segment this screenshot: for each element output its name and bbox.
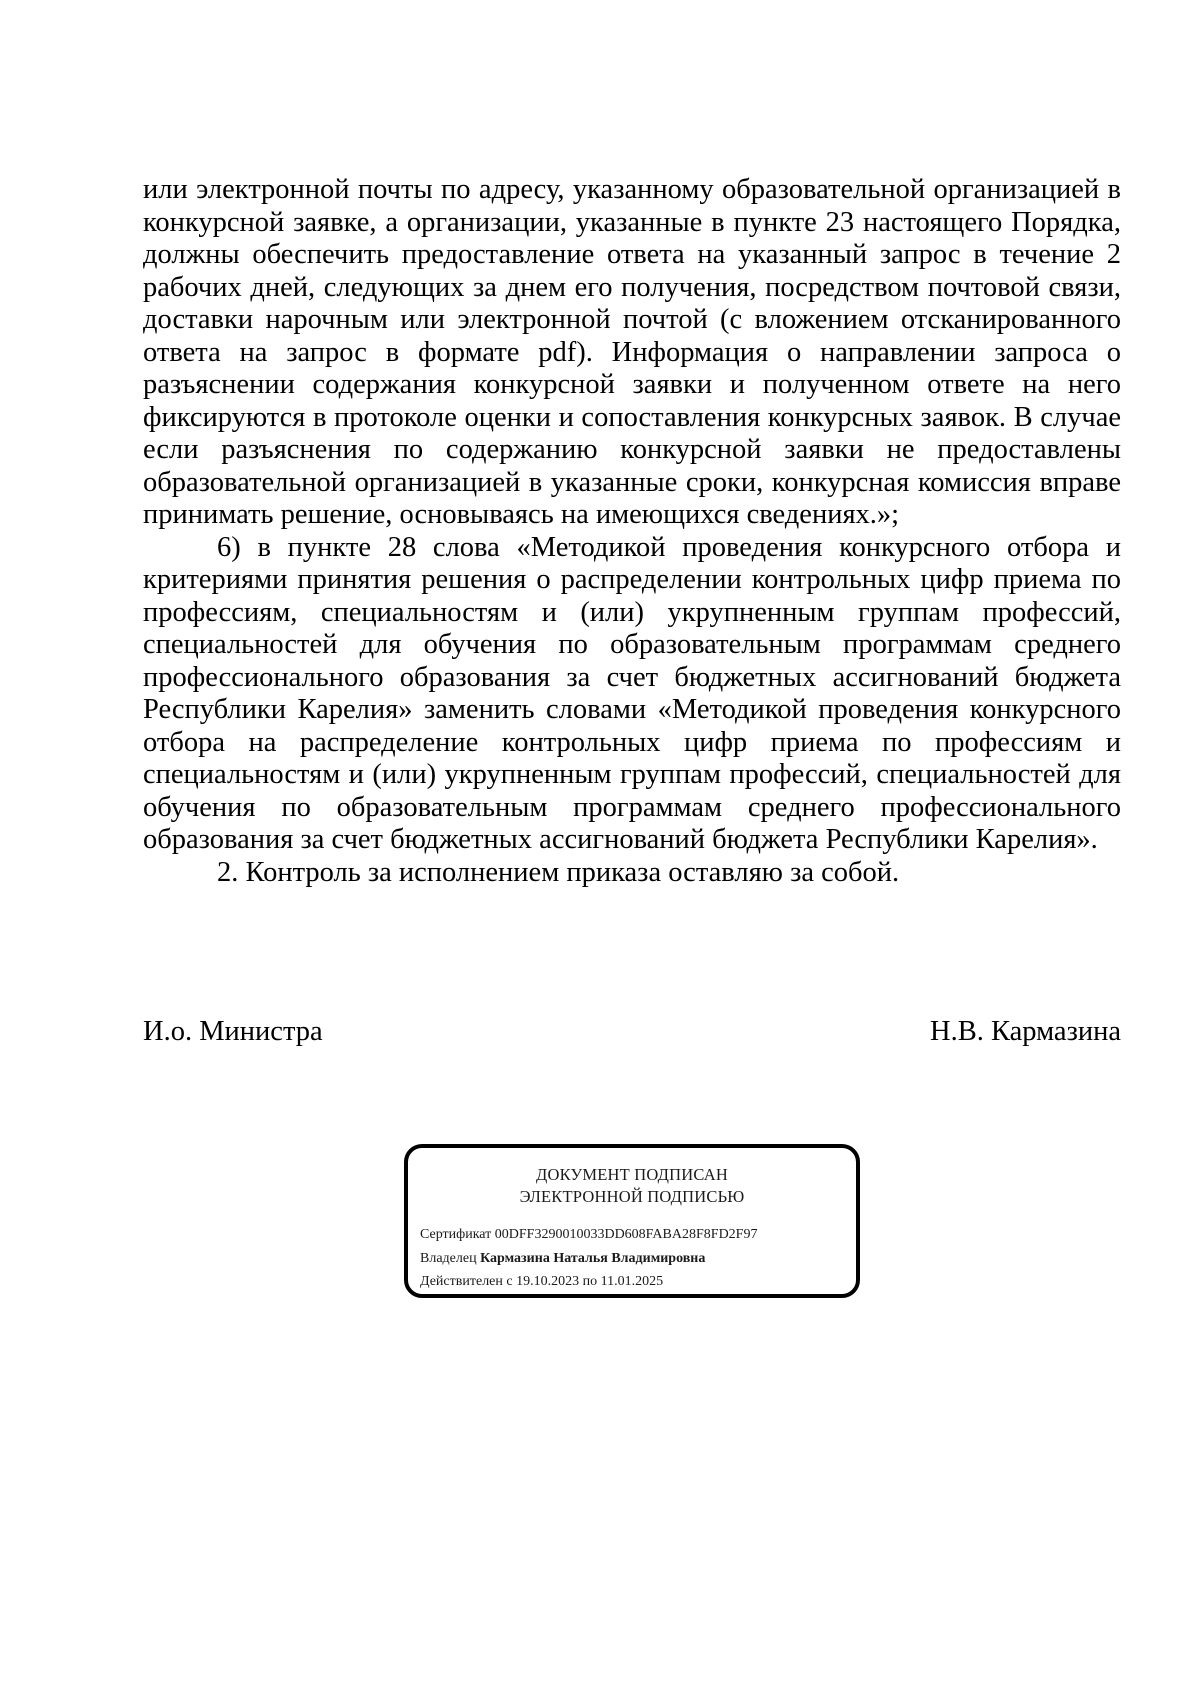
stamp-title-line-2: ЭЛЕКТРОННОЙ ПОДПИСЬЮ [519,1187,745,1206]
document-body [143,174,1121,889]
stamp-validity-line [420,1270,757,1294]
stamp-details [420,1223,757,1294]
valid-to-date: 11.01.2025 [600,1274,664,1289]
stamp-certificate-line [420,1223,757,1247]
stamp-owner-line [420,1247,757,1271]
valid-to-label: по [582,1274,598,1289]
owner-label: Владелец [420,1250,477,1266]
certificate-label: Сертификат [420,1227,492,1242]
valid-from-label: с [506,1274,513,1289]
valid-from-date: 19.10.2023 [516,1274,580,1289]
signature-row [143,1016,1121,1052]
paragraph-item-6: 6) в пункте 28 слова «Методикой проведения конкурсного отбора и критериями принятия решения о распределении контрольных цифр приема по профессиям, специальностям и (или) укрупненным группам профессий, специальностей для обучения по образовательным программам среднего профессионального образования за счет бюджетных ассигнований бюджета Республики Карелия» заменить словами «Методикой проведения конкурсного отбора на распределение контрольных цифр приема по профессиям и специальностям и (или) укрупненным группам профессий, специальностей для обучения по образовательным программам среднего профессионального образования за счет бюджетных ассигнований бюджета Республики Карелия». [143,531,1121,855]
stamp-title-line-1: ДОКУМЕНТ ПОДПИСАН [536,1165,728,1184]
valid-label: Действителен [420,1274,503,1289]
signatory-name: Н.В. Кармазина [930,1016,1121,1047]
electronic-signature-stamp [404,1144,860,1298]
paragraph-continuation: или электронной почты по адресу, указанному образовательной организацией в конкурсной заявке, а организации, указанные в пункте 23 настоящего Порядка, должны обеспечить предоставление ответа на указанный запрос в течение 2 рабочих дней, следующих за днем его получения, посредством почтовой связи, доставки нарочным или электронной почтой (с вложением отсканированного ответа на запрос в формате pdf). Информация о направлении запроса о разъяснении содержания конкурсной заявки и полученном ответе на него фиксируются в протоколе оценки и сопоставления конкурсных заявок. В случае если разъяснения по содержанию конкурсной заявки не предоставлены образовательной организацией в указанные сроки, конкурсная комиссия вправе принимать решение, основываясь на имеющихся сведениях.»; [143,174,1121,530]
paragraph-control-clause: 2. Контроль за исполнением приказа оставляю за собой. [217,856,900,888]
certificate-value: 00DFF3290010033DD608FABA28F8FD2F97 [494,1227,758,1242]
signatory-position: И.о. Министра [143,1016,323,1047]
owner-value: Кармазина Наталья Владимировна [480,1250,706,1266]
stamp-title [408,1164,856,1208]
